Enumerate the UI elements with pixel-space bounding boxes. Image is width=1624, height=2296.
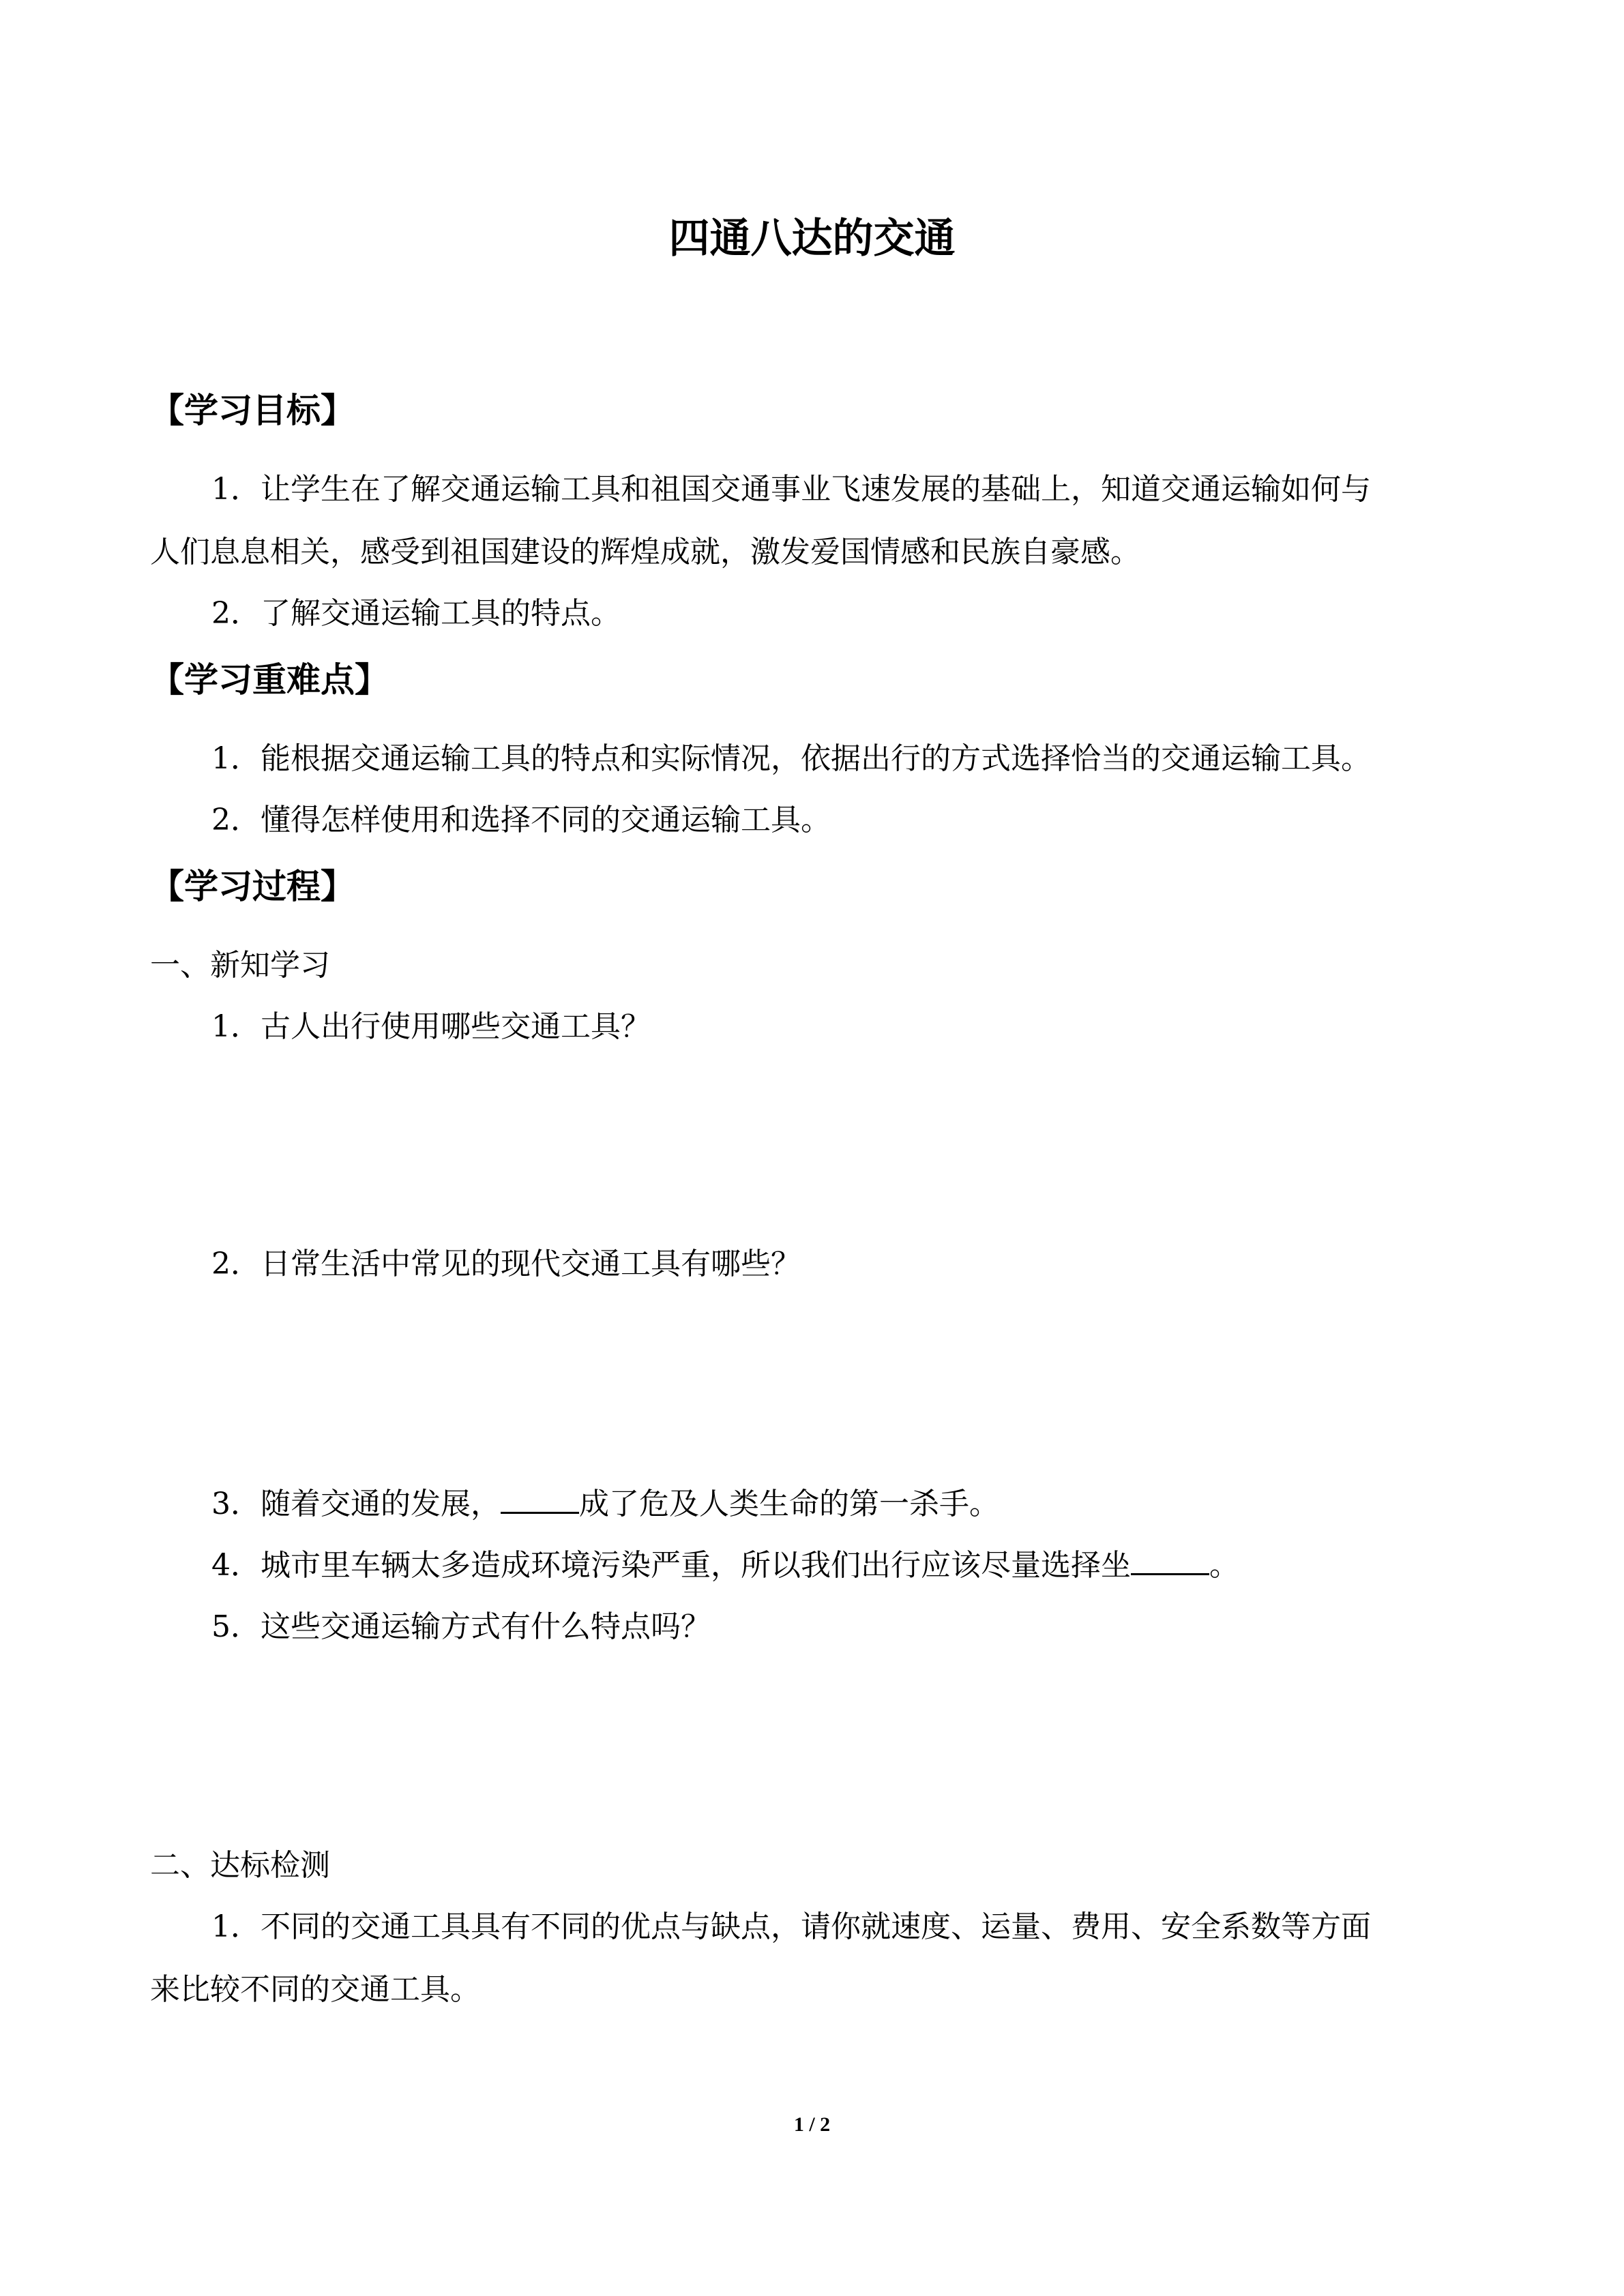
objective-item-1-line-1: 1．让学生在了解交通运输工具和祖国交通事业飞速发展的基础上，知道交通运输如何与 [211,472,1371,507]
fill-in-blank[interactable] [1131,1549,1209,1575]
key-point-item-1: 1．能根据交通运输工具的特点和实际情况，依据出行的方式选择恰当的交通运输工具。 [211,741,1371,776]
question-3 [211,1484,999,1525]
process-heading: 【学习过程】 [150,867,355,906]
question-4 [211,1545,1239,1586]
check-question-1-line-2: 来比较不同的交通工具。 [150,1972,480,2007]
key-point-item-2: 2．懂得怎样使用和选择不同的交通运输工具。 [211,803,831,837]
question-4-text-before: 4．城市里车辆太多造成环境污染严重，所以我们出行应该尽量选择坐 [211,1548,1131,1583]
objective-item-1-line-2: 人们息息相关，感受到祖国建设的辉煌成就，激发爱国情感和民族自豪感。 [150,535,1140,569]
page-title: 四通八达的交通 [668,215,956,263]
key-points-heading: 【学习重难点】 [150,660,389,700]
fill-in-blank[interactable] [501,1487,579,1514]
page-number: 1 / 2 [793,2113,831,2136]
question-4-text-after: 。 [1209,1548,1239,1583]
part1-label: 一、新知学习 [150,948,330,983]
question-1: 1．古人出行使用哪些交通工具？ [211,1009,651,1044]
question-3-text-before: 3．随着交通的发展， [211,1487,501,1521]
objective-item-2: 2．了解交通运输工具的特点。 [211,596,621,631]
objectives-heading: 【学习目标】 [150,391,355,430]
part2-label: 二、达标检测 [150,1848,330,1883]
question-5: 5．这些交通运输方式有什么特点吗？ [211,1609,711,1644]
check-question-1-line-1: 1．不同的交通工具具有不同的优点与缺点，请你就速度、运量、费用、安全系数等方面 [211,1909,1371,1944]
question-3-text-after: 成了危及人类生命的第一杀手。 [579,1487,999,1521]
question-2: 2．日常生活中常见的现代交通工具有哪些？ [211,1247,801,1281]
